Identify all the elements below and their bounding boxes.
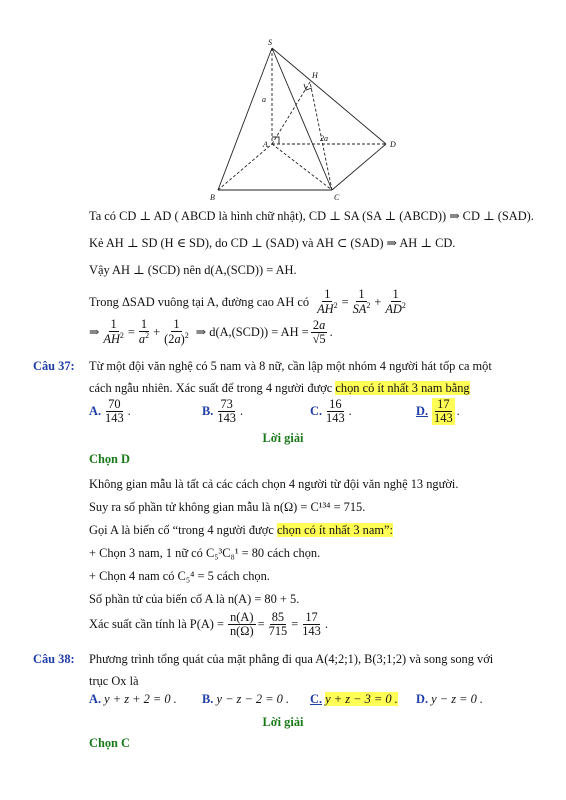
q37-option-b[interactable]: B. $\frac{73}{143}$ . bbox=[202, 397, 244, 426]
q38-option-c-text: y + z − 3 = 0 . bbox=[325, 692, 398, 706]
label-B: B bbox=[210, 193, 215, 202]
q37-option-c-den: 143 bbox=[326, 411, 345, 426]
q38-option-a[interactable] bbox=[89, 692, 177, 707]
q37-solution-line-7-pre: Xác suất cần tính là P(A) = bbox=[89, 617, 224, 632]
q38-option-d-letter: D. bbox=[416, 692, 429, 706]
q38-option-c[interactable] bbox=[310, 692, 398, 707]
solution-line-5: ⇒ $\frac{1}{AH^2}$ = $\frac{1}{a^2}$ + $\frac{1}{(2a)^2}$ ⇒ d(A,(SCD)) = AH = $\frac{2a}{√5}$ . bbox=[89, 317, 333, 347]
q38-option-b[interactable] bbox=[202, 692, 289, 707]
solution-line-3: Vậy AH ⊥ (SCD) nên d(A,(SCD)) = AH. bbox=[89, 263, 297, 277]
q38-text-line1: Phương trình tổng quát của mặt phẳng đi qua A(4;2;1), B(3;1;2) và song song với bbox=[89, 652, 494, 666]
q37-option-a-letter: A. bbox=[89, 404, 102, 419]
prob-num-nA: n(A) bbox=[230, 610, 254, 624]
q38-label: Câu 38: bbox=[33, 652, 75, 666]
solution-line-2: Kẻ AH ⊥ SD (H ∈ SD), do CD ⊥ (SAD) và AH ⊂ (SAD) ⇒ AH ⊥ CD. bbox=[89, 236, 456, 250]
q37-option-a[interactable]: A. $\frac{70}{143}$ . bbox=[89, 397, 131, 426]
q37-solution-line-3-pre: Gọi A là biến cố “trong 4 người được bbox=[89, 523, 277, 537]
label-H: H bbox=[312, 71, 318, 80]
q38-solution-title: Lời giải bbox=[262, 715, 304, 729]
q38-option-c-letter: C. bbox=[310, 692, 323, 706]
q37-option-d-letter: D. bbox=[416, 404, 429, 419]
prob-num-17: 17 bbox=[305, 610, 318, 624]
q37-option-a-num: 70 bbox=[108, 397, 121, 411]
q37-text-line2-pre: cách ngẫu nhiên. Xác suất để trong 4 người được bbox=[89, 381, 336, 395]
q37-option-b-den: 143 bbox=[217, 411, 236, 426]
q37-solution-line-3 bbox=[89, 523, 393, 538]
q37-solution-line-6: Số phần tử của biến cố A là n(A) = 80 + 5. bbox=[89, 592, 300, 606]
q38-choice: Chọn C bbox=[89, 736, 130, 750]
label-a: a bbox=[262, 95, 266, 104]
q37-solution-line-2: Suy ra số phần tử không gian mẫu là n(Ω) = C¹³⁴ = 715. bbox=[89, 500, 366, 514]
pyramid-figure bbox=[200, 38, 410, 208]
q38-option-d-text: y − z = 0 . bbox=[431, 692, 483, 706]
q37-label: Câu 37: bbox=[33, 359, 75, 373]
prob-den-nOmega: n(Ω) bbox=[229, 624, 254, 639]
q38-text-line2: trục Ox là bbox=[89, 674, 139, 688]
q37-solution-line-5: + Chọn 4 nam có C₅⁴ = 5 cách chọn. bbox=[89, 569, 270, 583]
label-C: C bbox=[334, 193, 340, 202]
q38-option-b-text: y − z − 2 = 0 . bbox=[216, 692, 290, 706]
q37-choice: Chọn D bbox=[89, 452, 130, 466]
q37-option-a-den: 143 bbox=[105, 411, 124, 426]
solution-line-4-text: Trong ΔSAD vuông tại A, đường cao AH có bbox=[89, 294, 310, 309]
label-S: S bbox=[268, 38, 272, 47]
q37-option-c-num: 16 bbox=[329, 397, 342, 411]
q37-option-d-den: 143 bbox=[434, 411, 453, 426]
q38-option-a-letter: A. bbox=[89, 692, 102, 706]
label-A: A bbox=[263, 140, 268, 149]
q37-text-line1: Từ một đội văn nghệ có 5 nam và 8 nữ, cần lập một nhóm 4 người hát tốp ca một bbox=[89, 359, 492, 373]
q37-text-line2 bbox=[89, 381, 470, 396]
prob-den-715: 715 bbox=[268, 624, 288, 639]
q37-option-d-num: 17 bbox=[437, 397, 450, 411]
solution-line-1: Ta có CD ⊥ AD ( ABCD là hình chữ nhật), CD ⊥ SA (SA ⊥ (ABCD)) ⇒ CD ⊥ (SAD). bbox=[89, 209, 534, 223]
solution-line-4: Trong ΔSAD vuông tại A, đường cao AH có $\frac{1}{AH^2}$ = $\frac{1}{SA^2}$ + $\frac{1}{AD^2}$ bbox=[89, 287, 406, 317]
q37-option-d[interactable]: D. $\frac{17}{143}$ . bbox=[416, 397, 460, 426]
label-D: D bbox=[390, 140, 396, 149]
q38-option-d[interactable] bbox=[416, 692, 483, 707]
q37-solution-line-3-highlight: chọn có ít nhất 3 nam”: bbox=[276, 523, 393, 537]
q37-option-b-num: 73 bbox=[220, 397, 233, 411]
q37-option-c[interactable]: C. $\frac{16}{143}$ . bbox=[310, 397, 352, 426]
q37-option-b-letter: B. bbox=[202, 404, 214, 419]
q37-option-c-letter: C. bbox=[310, 404, 323, 419]
prob-num-85: 85 bbox=[271, 610, 285, 624]
label-2a: 2a bbox=[320, 134, 328, 143]
q38-option-a-text: y + z + 2 = 0 . bbox=[104, 692, 177, 706]
q37-solution-line-1: Không gian mẫu là tất cả các cách chọn 4 người từ đội văn nghệ 13 người. bbox=[89, 477, 459, 491]
prob-den-143: 143 bbox=[302, 624, 321, 639]
q37-solution-line-4: + Chọn 3 nam, 1 nữ có C₅³C₈¹ = 80 cách chọn. bbox=[89, 546, 321, 560]
q37-highlight: chọn có ít nhất 3 nam bằng bbox=[335, 381, 470, 395]
q37-solution-title: Lời giải bbox=[262, 431, 304, 445]
q38-option-b-letter: B. bbox=[202, 692, 214, 706]
solution-line-5-tail: ⇒ d(A,(SCD)) = AH = bbox=[195, 325, 309, 340]
q37-solution-line-7: Xác suất cần tính là P(A) = $\frac{n(A)}{n(\Omega)}$ = $\frac{85}{715}$ = $\frac{17}{143}$ . bbox=[89, 610, 328, 639]
